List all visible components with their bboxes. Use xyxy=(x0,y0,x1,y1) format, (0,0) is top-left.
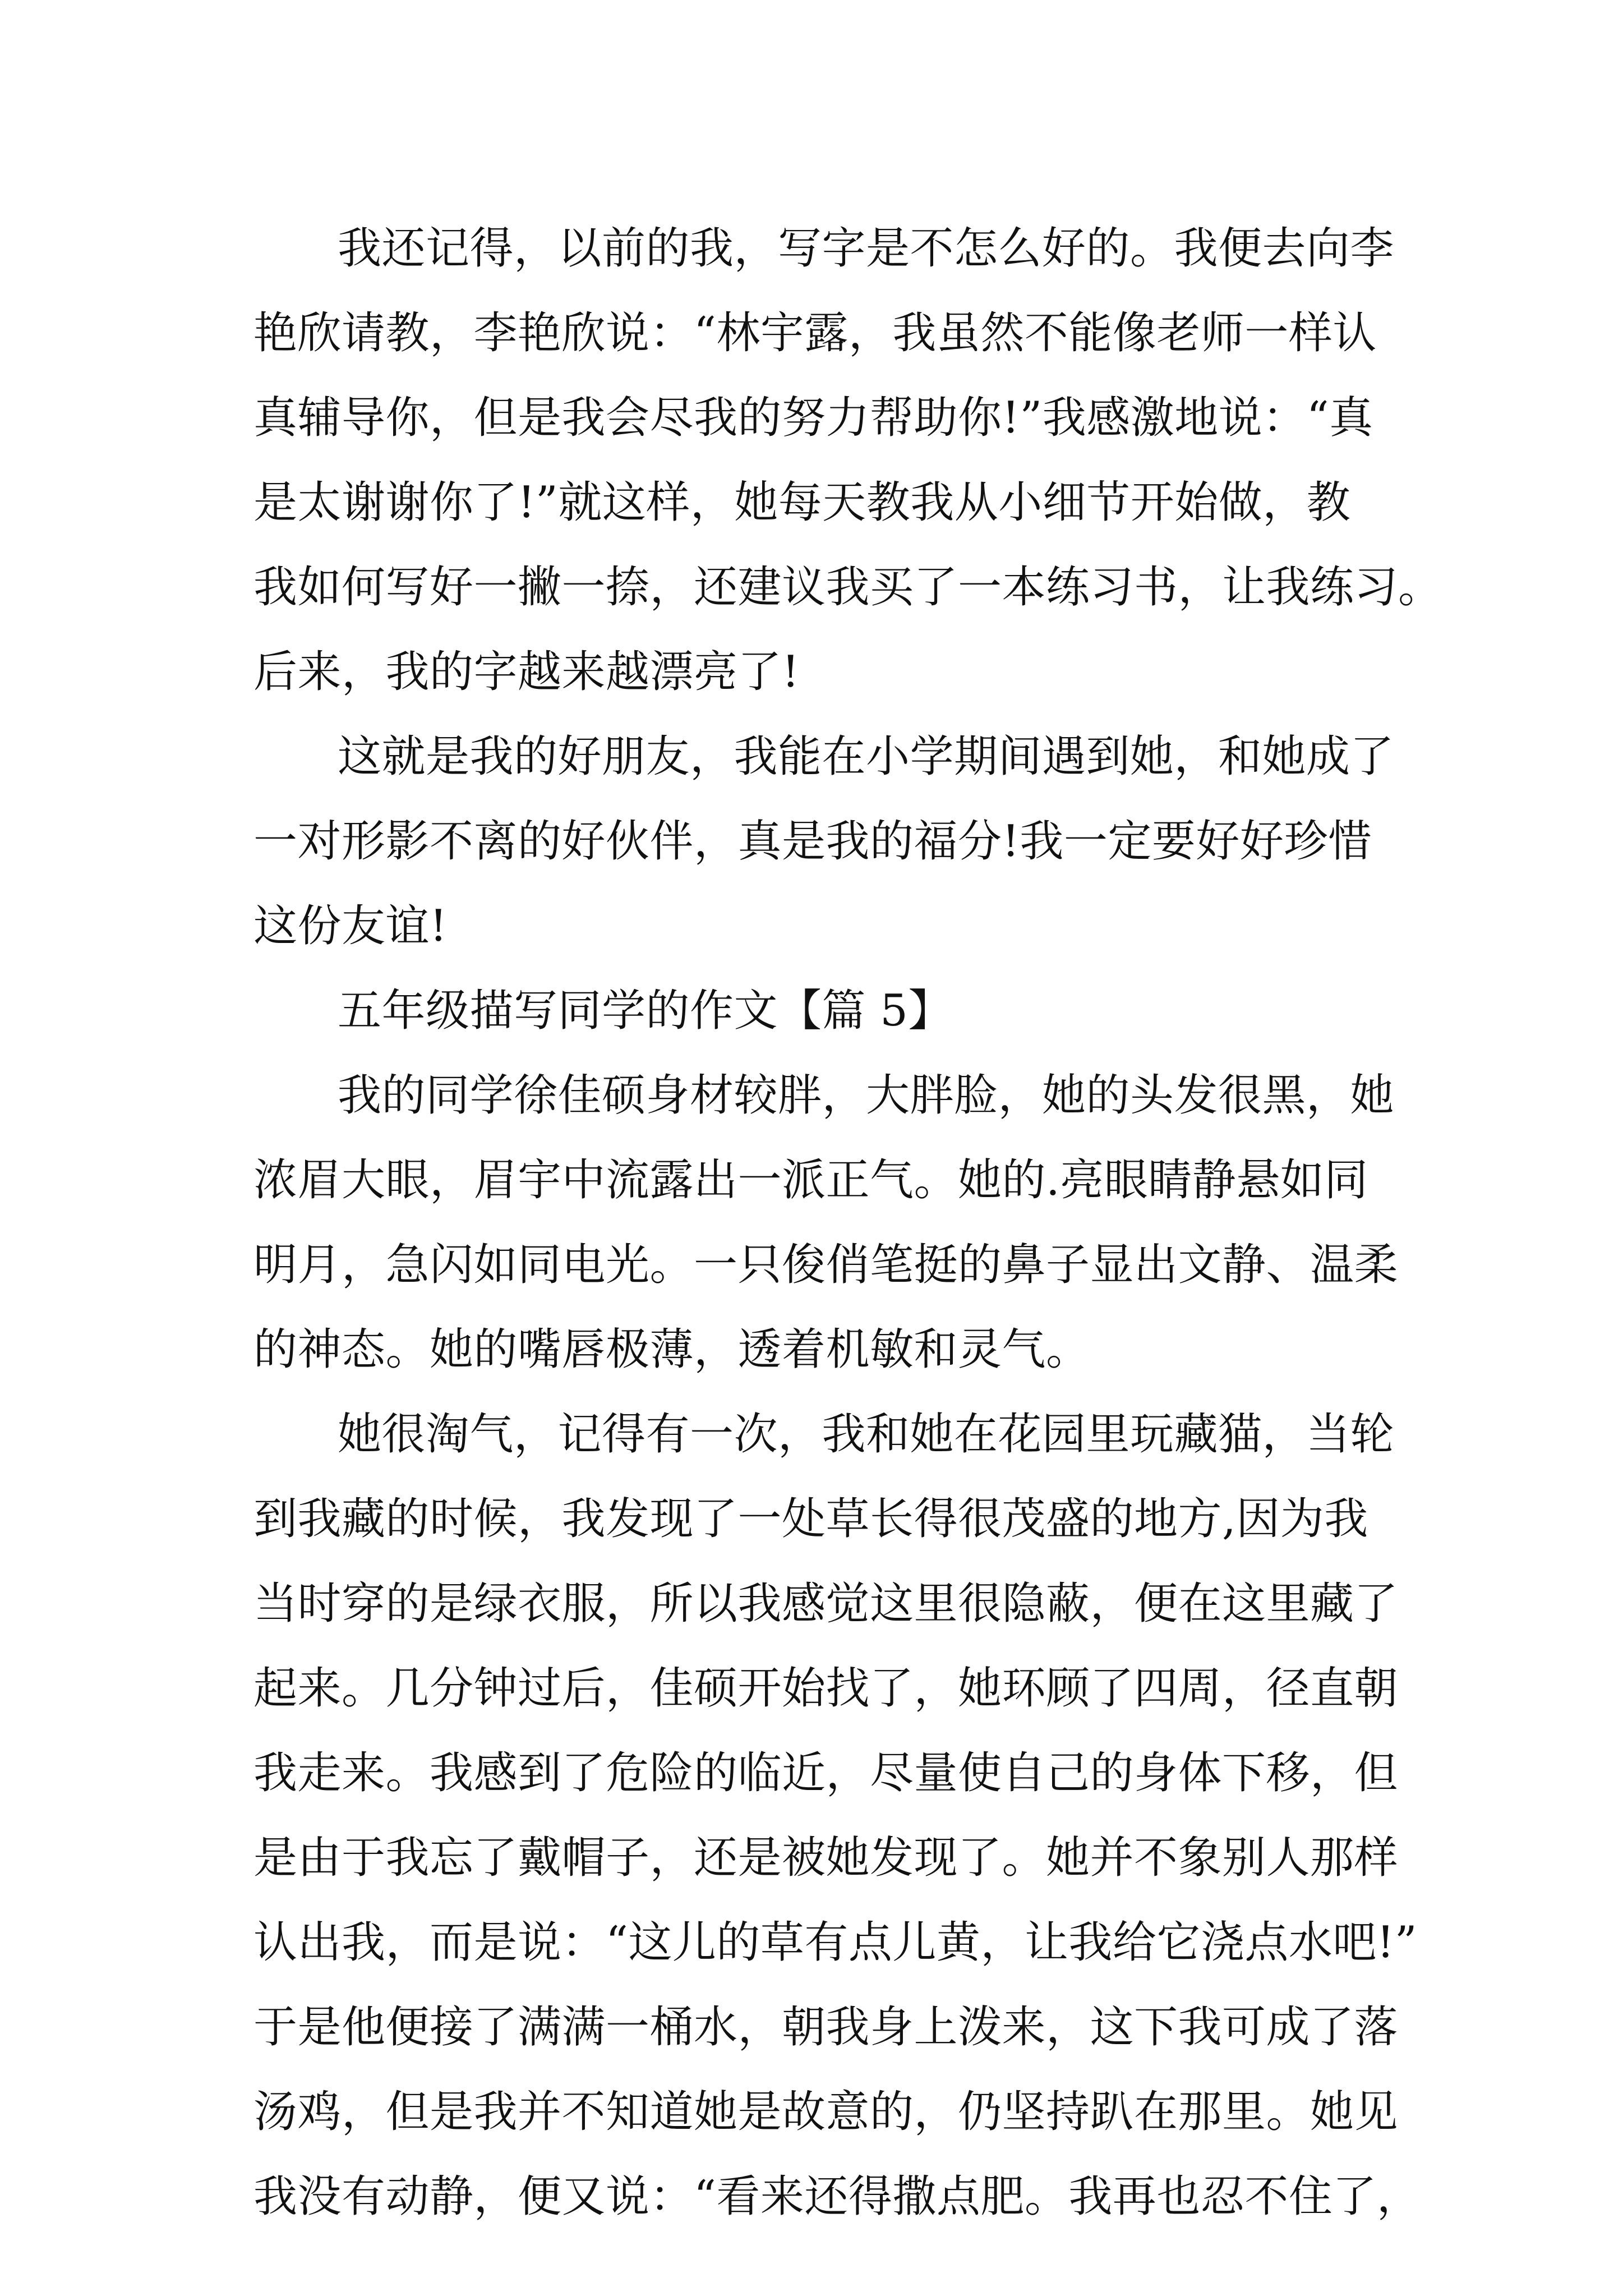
paragraph-line: 真辅导你，但是我会尽我的努力帮助你!”我感激地说：“真 xyxy=(253,393,1373,443)
paragraph-line: 后来，我的字越来越漂亮了! xyxy=(253,647,800,697)
paragraph-line: 的神态。她的嘴唇极薄，透着机敏和灵气。 xyxy=(253,1324,1090,1375)
section-heading: 五年级描写同学的作文【篇 5】 xyxy=(338,986,952,1036)
paragraph-line: 她很淘气，记得有一次，我和她在花园里玩藏猫，当轮 xyxy=(338,1409,1395,1460)
paragraph-line: 于是他便接了满满一桶水，朝我身上泼来，这下我可成了落 xyxy=(253,2002,1399,2053)
paragraph-line: 我的同学徐佳硕身材较胖，大胖脸，她的头发很黑，她 xyxy=(338,1070,1395,1121)
paragraph-line: 是由于我忘了戴帽子，还是被她发现了。她并不象别人那样 xyxy=(253,1833,1399,1883)
paragraph-line: 起来。几分钟过后，佳硕开始找了，她环顾了四周，径直朝 xyxy=(253,1663,1399,1714)
paragraph-line: 一对形影不离的好伙伴，真是我的福分!我一定要好好珍惜 xyxy=(253,816,1372,867)
paragraph-line: 这份友谊! xyxy=(253,901,448,951)
paragraph-line: 我走来。我感到了危险的临近，尽量使自己的身体下移，但 xyxy=(253,1748,1399,1798)
paragraph-line: 明月，急闪如同电光。一只俊俏笔挺的鼻子显出文静、温柔 xyxy=(253,1240,1399,1290)
paragraph-line: 艳欣请教，李艳欣说：“林宇露，我虽然不能像老师一样认 xyxy=(253,308,1377,358)
paragraph-line: 汤鸡，但是我并不知道她是故意的，仍坚持趴在那里。她见 xyxy=(253,2087,1399,2137)
paragraph-line: 我还记得，以前的我，写字是不怎么好的。我便去向李 xyxy=(338,223,1395,274)
paragraph-line: 浓眉大眼，眉宇中流露出一派正气。她的.亮眼睛静悬如同 xyxy=(253,1155,1368,1205)
paragraph-line: 这就是我的好朋友，我能在小学期间遇到她，和她成了 xyxy=(338,731,1395,782)
paragraph-line: 认出我，而是说：“这儿的草有点儿黄，让我给它浇点水吧!” xyxy=(253,1917,1418,1968)
paragraph-line: 我没有动静，便又说：“看来还得撒点肥。我再也忍不住了， xyxy=(253,2171,1421,2222)
paragraph-line: 是太谢谢你了!”就这样，她每天教我从小细节开始做，教 xyxy=(253,477,1351,528)
paragraph-line: 当时穿的是绿衣服，所以我感觉这里很隐蔽，便在这里藏了 xyxy=(253,1579,1399,1629)
paragraph-line: 我如何写好一撇一捺，还建议我买了一本练习书，让我练习。 xyxy=(253,562,1442,613)
body-text xyxy=(253,206,1442,2239)
paragraph-line: 到我藏的时候，我发现了一处草长得很茂盛的地方,因为我 xyxy=(253,1494,1368,1544)
